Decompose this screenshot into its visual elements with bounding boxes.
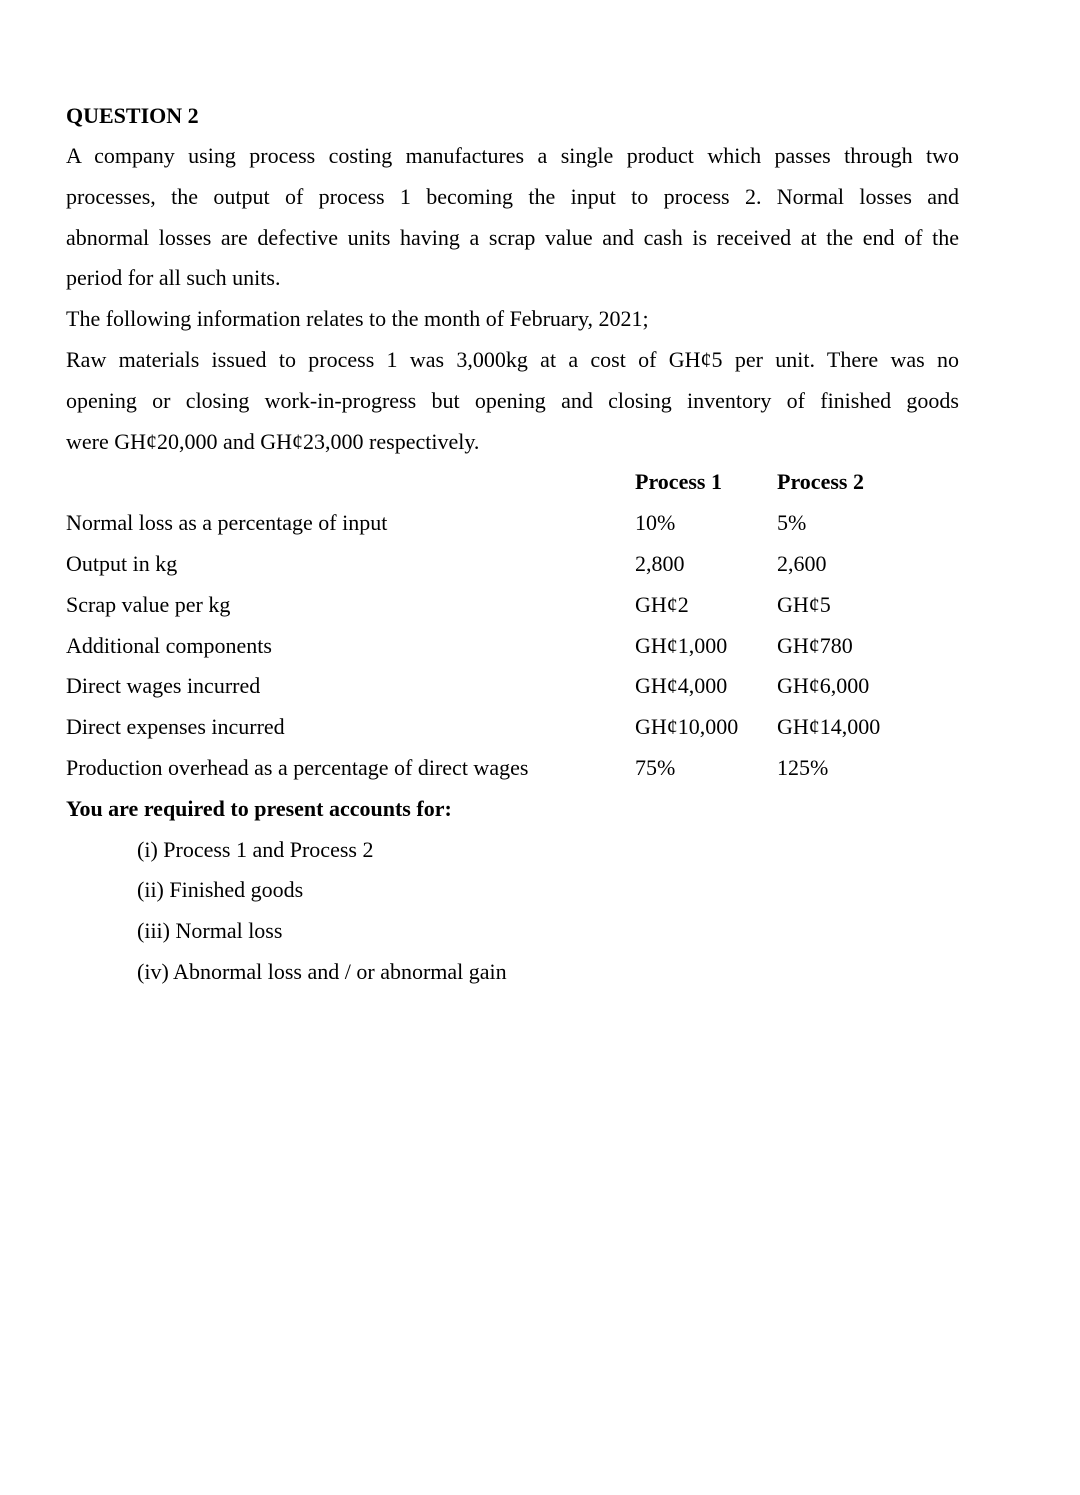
process-1-value: 2,800 <box>635 550 685 576</box>
table-header <box>66 462 959 503</box>
process-1-value: 10% <box>635 510 676 536</box>
required-item: (iv) Abnormal loss and / or abnormal gain <box>137 958 507 984</box>
row-label: Normal loss as a percentage of input <box>66 510 388 536</box>
header-process-2: Process 2 <box>777 469 864 495</box>
intro-paragraph <box>66 136 959 299</box>
row-label: Direct wages incurred <box>66 673 261 699</box>
header-cell <box>66 462 635 503</box>
table-row <box>66 503 959 544</box>
table-row <box>66 666 959 707</box>
required-item: (iii) Normal loss <box>137 918 283 944</box>
table-row <box>66 544 959 585</box>
row-label: Scrap value per kg <box>66 591 231 617</box>
document-page <box>66 96 959 993</box>
paragraph-line: Raw materials issued to process 1 was 3,000kg at a cost of GH¢5 per unit. There was no <box>66 346 959 372</box>
process-2-value: GH¢6,000 <box>777 673 870 699</box>
required-list <box>66 830 959 993</box>
paragraph-line: were GH¢20,000 and GH¢23,000 respectively. <box>66 428 480 454</box>
process-2-value: GH¢780 <box>777 632 853 658</box>
row-label: Direct expenses incurred <box>66 714 285 740</box>
row-label: Additional components <box>66 632 272 658</box>
process-2-value: 5% <box>777 510 807 536</box>
required-heading: You are required to present accounts for: <box>66 795 452 821</box>
process-1-value: GH¢2 <box>635 591 689 617</box>
table-row <box>66 585 959 626</box>
process-2-value: GH¢14,000 <box>777 714 881 740</box>
process-2-value: GH¢5 <box>777 591 831 617</box>
paragraph-line: period for all such units. <box>66 265 281 291</box>
process-1-value: GH¢10,000 <box>635 714 739 740</box>
row-label: Production overhead as a percentage of direct wages <box>66 754 529 780</box>
info-paragraph: The following information relates to the month of February, 2021; <box>66 306 649 332</box>
process-1-value: GH¢1,000 <box>635 632 728 658</box>
paragraph-line: processes, the output of process 1 becoming the input to process 2. Normal losses and <box>66 183 959 209</box>
process-2-value: 125% <box>777 754 829 780</box>
paragraph-line: A company using process costing manufactures a single product which passes through two <box>66 143 959 168</box>
process-table <box>66 462 959 788</box>
process-1-value: GH¢4,000 <box>635 673 728 699</box>
table-row <box>66 626 959 667</box>
header-process-1: Process 1 <box>635 469 722 495</box>
table-row <box>66 707 959 748</box>
paragraph-line: abnormal losses are defective units having a scrap value and cash is received at the end of the <box>66 224 959 250</box>
required-item: (ii) Finished goods <box>137 877 304 903</box>
required-item: (i) Process 1 and Process 2 <box>137 836 374 862</box>
process-2-value: 2,600 <box>777 550 827 576</box>
paragraph-line: opening or closing work-in-progress but opening and closing inventory of finished goods <box>66 387 959 413</box>
process-1-value: 75% <box>635 754 676 780</box>
raw-materials-paragraph <box>66 340 959 462</box>
question-title: QUESTION 2 <box>66 103 199 128</box>
row-label: Output in kg <box>66 550 178 576</box>
table-row <box>66 748 959 789</box>
